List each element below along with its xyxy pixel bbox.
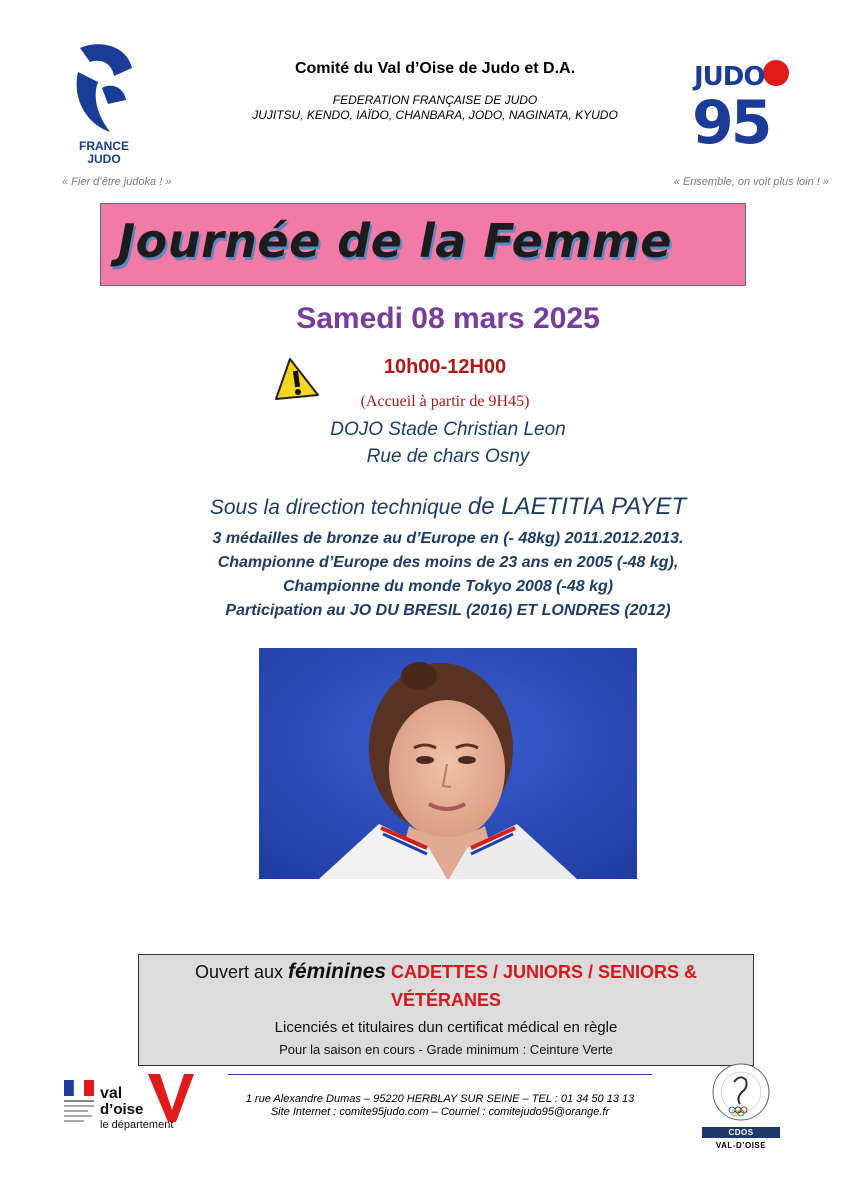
footer-divider xyxy=(228,1074,652,1075)
open-to-feminine: féminines xyxy=(287,960,387,983)
slogan-left: « Fier d’être judoka ! » xyxy=(62,176,172,188)
val-doise-logo-sub: le département xyxy=(100,1119,174,1131)
federation-name: FEDERATION FRANÇAISE DE JUDO xyxy=(332,93,538,107)
palmares-line: Participation au JO DU BRESIL (2016) ET LONDRES (2012) xyxy=(225,602,671,619)
val-doise-logo-doise: d’oise xyxy=(100,1101,144,1118)
judo95-logo-number: 95 xyxy=(692,88,770,150)
categories-text-2: VÉTÉRANES xyxy=(390,990,502,1010)
instructor-name: de LAETITIA PAYET xyxy=(467,493,687,520)
instructor-photo xyxy=(259,648,637,879)
season-requirement: Pour la saison en cours - Grade minimum : Ceinture Verte xyxy=(279,1042,613,1057)
categories-text: CADETTES / JUNIORS / SENIORS & xyxy=(386,962,698,982)
event-title: Journée de la Femme xyxy=(118,214,672,268)
val-doise-logo xyxy=(98,1070,198,1136)
event-date: Samedi 08 mars 2025 xyxy=(296,302,600,335)
cdos-caption-title: CDOS xyxy=(702,1127,780,1138)
palmares-line: Championne du monde Tokyo 2008 (-48 kg) xyxy=(282,578,614,595)
footer-address: 1 rue Alexandre Dumas – 95220 HERBLAY SUR SEINE – TEL : 01 34 50 13 13 xyxy=(245,1093,635,1105)
open-to-prefix: Ouvert aux xyxy=(194,962,288,982)
footer-web-email: Site Internet : comite95judo.com – Courriel : comitejudo95@orange.fr xyxy=(270,1106,610,1118)
open-to-line xyxy=(138,960,754,984)
cdos-caption-sub: VAL-D’OISE xyxy=(715,1141,767,1150)
licence-requirement: Licenciés et titulaires dun certificat médical en règle xyxy=(274,1019,618,1036)
venue-street: Rue de chars Osny xyxy=(366,446,530,467)
judo95-logo xyxy=(690,55,800,150)
france-judo-logo-line2: JUDO xyxy=(87,152,121,166)
france-judo-logo xyxy=(68,38,140,168)
welcome-time: (Accueil à partir de 9H45) xyxy=(360,393,530,410)
cdos-logo xyxy=(704,1062,778,1124)
republique-logo xyxy=(60,1078,100,1134)
france-judo-logo-line1: FRANCE xyxy=(79,139,129,153)
venue-name: DOJO Stade Christian Leon xyxy=(330,419,566,440)
technical-direction xyxy=(100,493,796,521)
val-doise-logo-val: val xyxy=(100,1085,123,1102)
palmares-line: Championne d’Europe des moins de 23 ans en 2005 (-48 kg), xyxy=(217,554,679,571)
judo95-logo-judo: JUDO xyxy=(694,62,765,92)
disciplines-list: JUJITSU, KENDO, IAÏDO, CHANBARA, JODO, NAGINATA, KYUDO xyxy=(252,108,618,122)
direction-prefix: Sous la direction technique xyxy=(209,496,468,519)
slogan-right: « Ensemble, on voit plus loin ! » xyxy=(673,176,829,188)
cdos-caption xyxy=(702,1127,780,1150)
palmares-line: 3 médailles de bronze au d’Europe en (- 48kg) 2011.2012.2013. xyxy=(212,530,684,547)
event-time: 10h00-12H00 xyxy=(383,356,507,378)
committee-name: Comité du Val d’Oise de Judo et D.A. xyxy=(294,60,576,77)
